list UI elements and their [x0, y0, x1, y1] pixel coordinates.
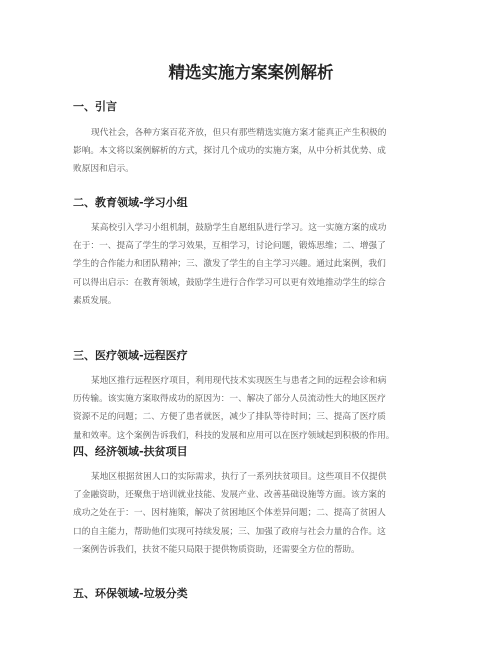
paragraph-line: 在于：一、提高了学生的学习效果，互相学习，讨论问题，锻炼思维；二、增强了 [73, 241, 386, 252]
section-heading-education: 二、教育领域-学习小组 [73, 196, 188, 209]
section-paragraph-medical [73, 372, 433, 445]
section-heading-introduction: 一、引言 [73, 100, 117, 113]
paragraph-line: 败原因和启示。 [73, 164, 134, 175]
paragraph-line: 资源不足的问题；二、方便了患者就医，减少了排队等待时间；三、提高了医疗质 [73, 412, 386, 423]
section-paragraph-economy [73, 468, 433, 559]
document-title: 精选实施方案案例解析 [168, 63, 334, 82]
paragraph-line: 素质发展。 [73, 295, 117, 306]
paragraph-line: 口的自主能力，帮助他们实现可持续发展；三、加强了政府与社会力量的合作。这 [73, 526, 386, 537]
paragraph-line: 影响。本文将以案例解析的方式，探讨几个成功的实施方案，从中分析其优势、成 [73, 146, 386, 157]
paragraph-line: 某地区推行远程医疗项目，利用现代技术实现医生与患者之间的远程会诊和病 [91, 376, 387, 386]
section-paragraph-education [73, 219, 433, 310]
paragraph-line: 历传输。该实施方案取得成功的原因为：一、解决了部分人员流动性大的地区医疗 [73, 394, 386, 405]
paragraph-line: 某高校引入学习小组机制，鼓励学生自愿组队进行学习。这一实施方案的成功 [91, 223, 387, 233]
section-heading-environment: 五、环保领域-垃圾分类 [73, 587, 188, 600]
section-paragraph-introduction [73, 124, 433, 179]
paragraph-line: 学生的合作能力和团队精神；三、激发了学生的自主学习兴趣。通过此案例，我们 [73, 259, 386, 270]
paragraph-line: 某地区根据贫困人口的实际需求，执行了一系列扶贫项目。这些项目不仅提供 [91, 472, 387, 482]
section-heading-medical: 三、医疗领域-远程医疗 [73, 349, 188, 362]
paragraph-line: 量和效率。这个案例告诉我们，科技的发展和应用可以在医疗领域起到积极的作用。 [73, 430, 395, 441]
paragraph-line: 现代社会，各种方案百花齐放，但只有那些精选实施方案才能真正产生积极的 [91, 128, 387, 138]
paragraph-line: 成功之处在于：一、因村施策，解决了贫困地区个体差异问题；二、提高了贫困人 [73, 508, 386, 519]
section-heading-economy: 四、经济领域-扶贫项目 [73, 445, 188, 458]
paragraph-line: 了金融资助，还聚焦于培训就业技能、发展产业、改善基础设施等方面。该方案的 [73, 490, 386, 501]
paragraph-line: 可以得出启示：在教育领域，鼓励学生进行合作学习可以更有效地推动学生的综合 [73, 277, 386, 288]
paragraph-line: 一案例告诉我们，扶贫不能只局限于提供物质资助，还需要全方位的帮助。 [73, 544, 360, 555]
